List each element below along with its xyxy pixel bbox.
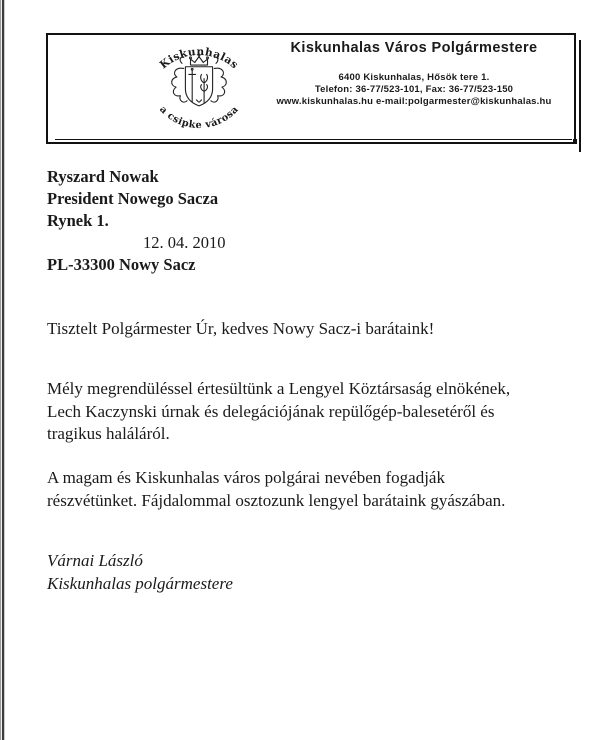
letterhead-address-line: 6400 Kiskunhalas, Hősök tere 1. [338, 72, 490, 83]
paragraph-line: Mély megrendüléssel értesültünk a Lengyel Köztársaság elnökének, [47, 379, 511, 398]
paragraph-line: tragikus haláláról. [47, 424, 170, 443]
signature-name: Várnai László [47, 551, 143, 570]
letter-date: 12. 04. 2010 [143, 233, 226, 252]
paragraph-line: Lech Kaczynski úrnak és delegációjának repülőgép-balesetéről és [47, 401, 495, 421]
paragraph-line: A magam és Kiskunhalas város polgárai nevében fogadják [47, 468, 445, 487]
letterhead-text [254, 35, 574, 108]
logo-arc-bottom-text: a csipke városa [157, 104, 241, 132]
letterhead-divider [55, 139, 572, 140]
letterhead-contact-line: www.kiskunhalas.hu e-mail:polgarmester@kiskunhalas.hu [276, 96, 552, 107]
salutation: Tisztelt Polgármester Úr, kedves Nowy Sacz-i barátaink! [47, 319, 435, 338]
recipient-name: Ryszard Nowak [47, 167, 159, 186]
letterhead-box [46, 33, 576, 144]
letterhead-address [254, 72, 574, 108]
window-left-edge [0, 0, 6, 740]
letterhead-shadow-corner [573, 139, 577, 144]
recipient-title: President Nowego Sacza [47, 189, 219, 208]
letterhead-title: Kiskunhalas Város Polgármestere [290, 40, 538, 56]
recipient-city: PL-33300 Nowy Sacz [47, 255, 196, 274]
logo-arc-top-text: Kiskunhalas [157, 44, 242, 72]
coat-of-arms-logo [148, 36, 250, 140]
signature-title: Kiskunhalas polgármestere [47, 574, 233, 593]
letterhead-address-line: Telefon: 36-77/523-101, Fax: 36-77/523-150 [314, 84, 514, 95]
letter-paragraph-1 [47, 378, 510, 446]
signature-block [47, 549, 233, 595]
recipient-block [47, 166, 226, 276]
letter-paragraph-2 [47, 467, 505, 512]
recipient-street: Rynek 1. [47, 211, 109, 230]
paragraph-line: részvétünket. Fájdalommal osztozunk lengyel barátaink gyászában. [47, 490, 506, 510]
